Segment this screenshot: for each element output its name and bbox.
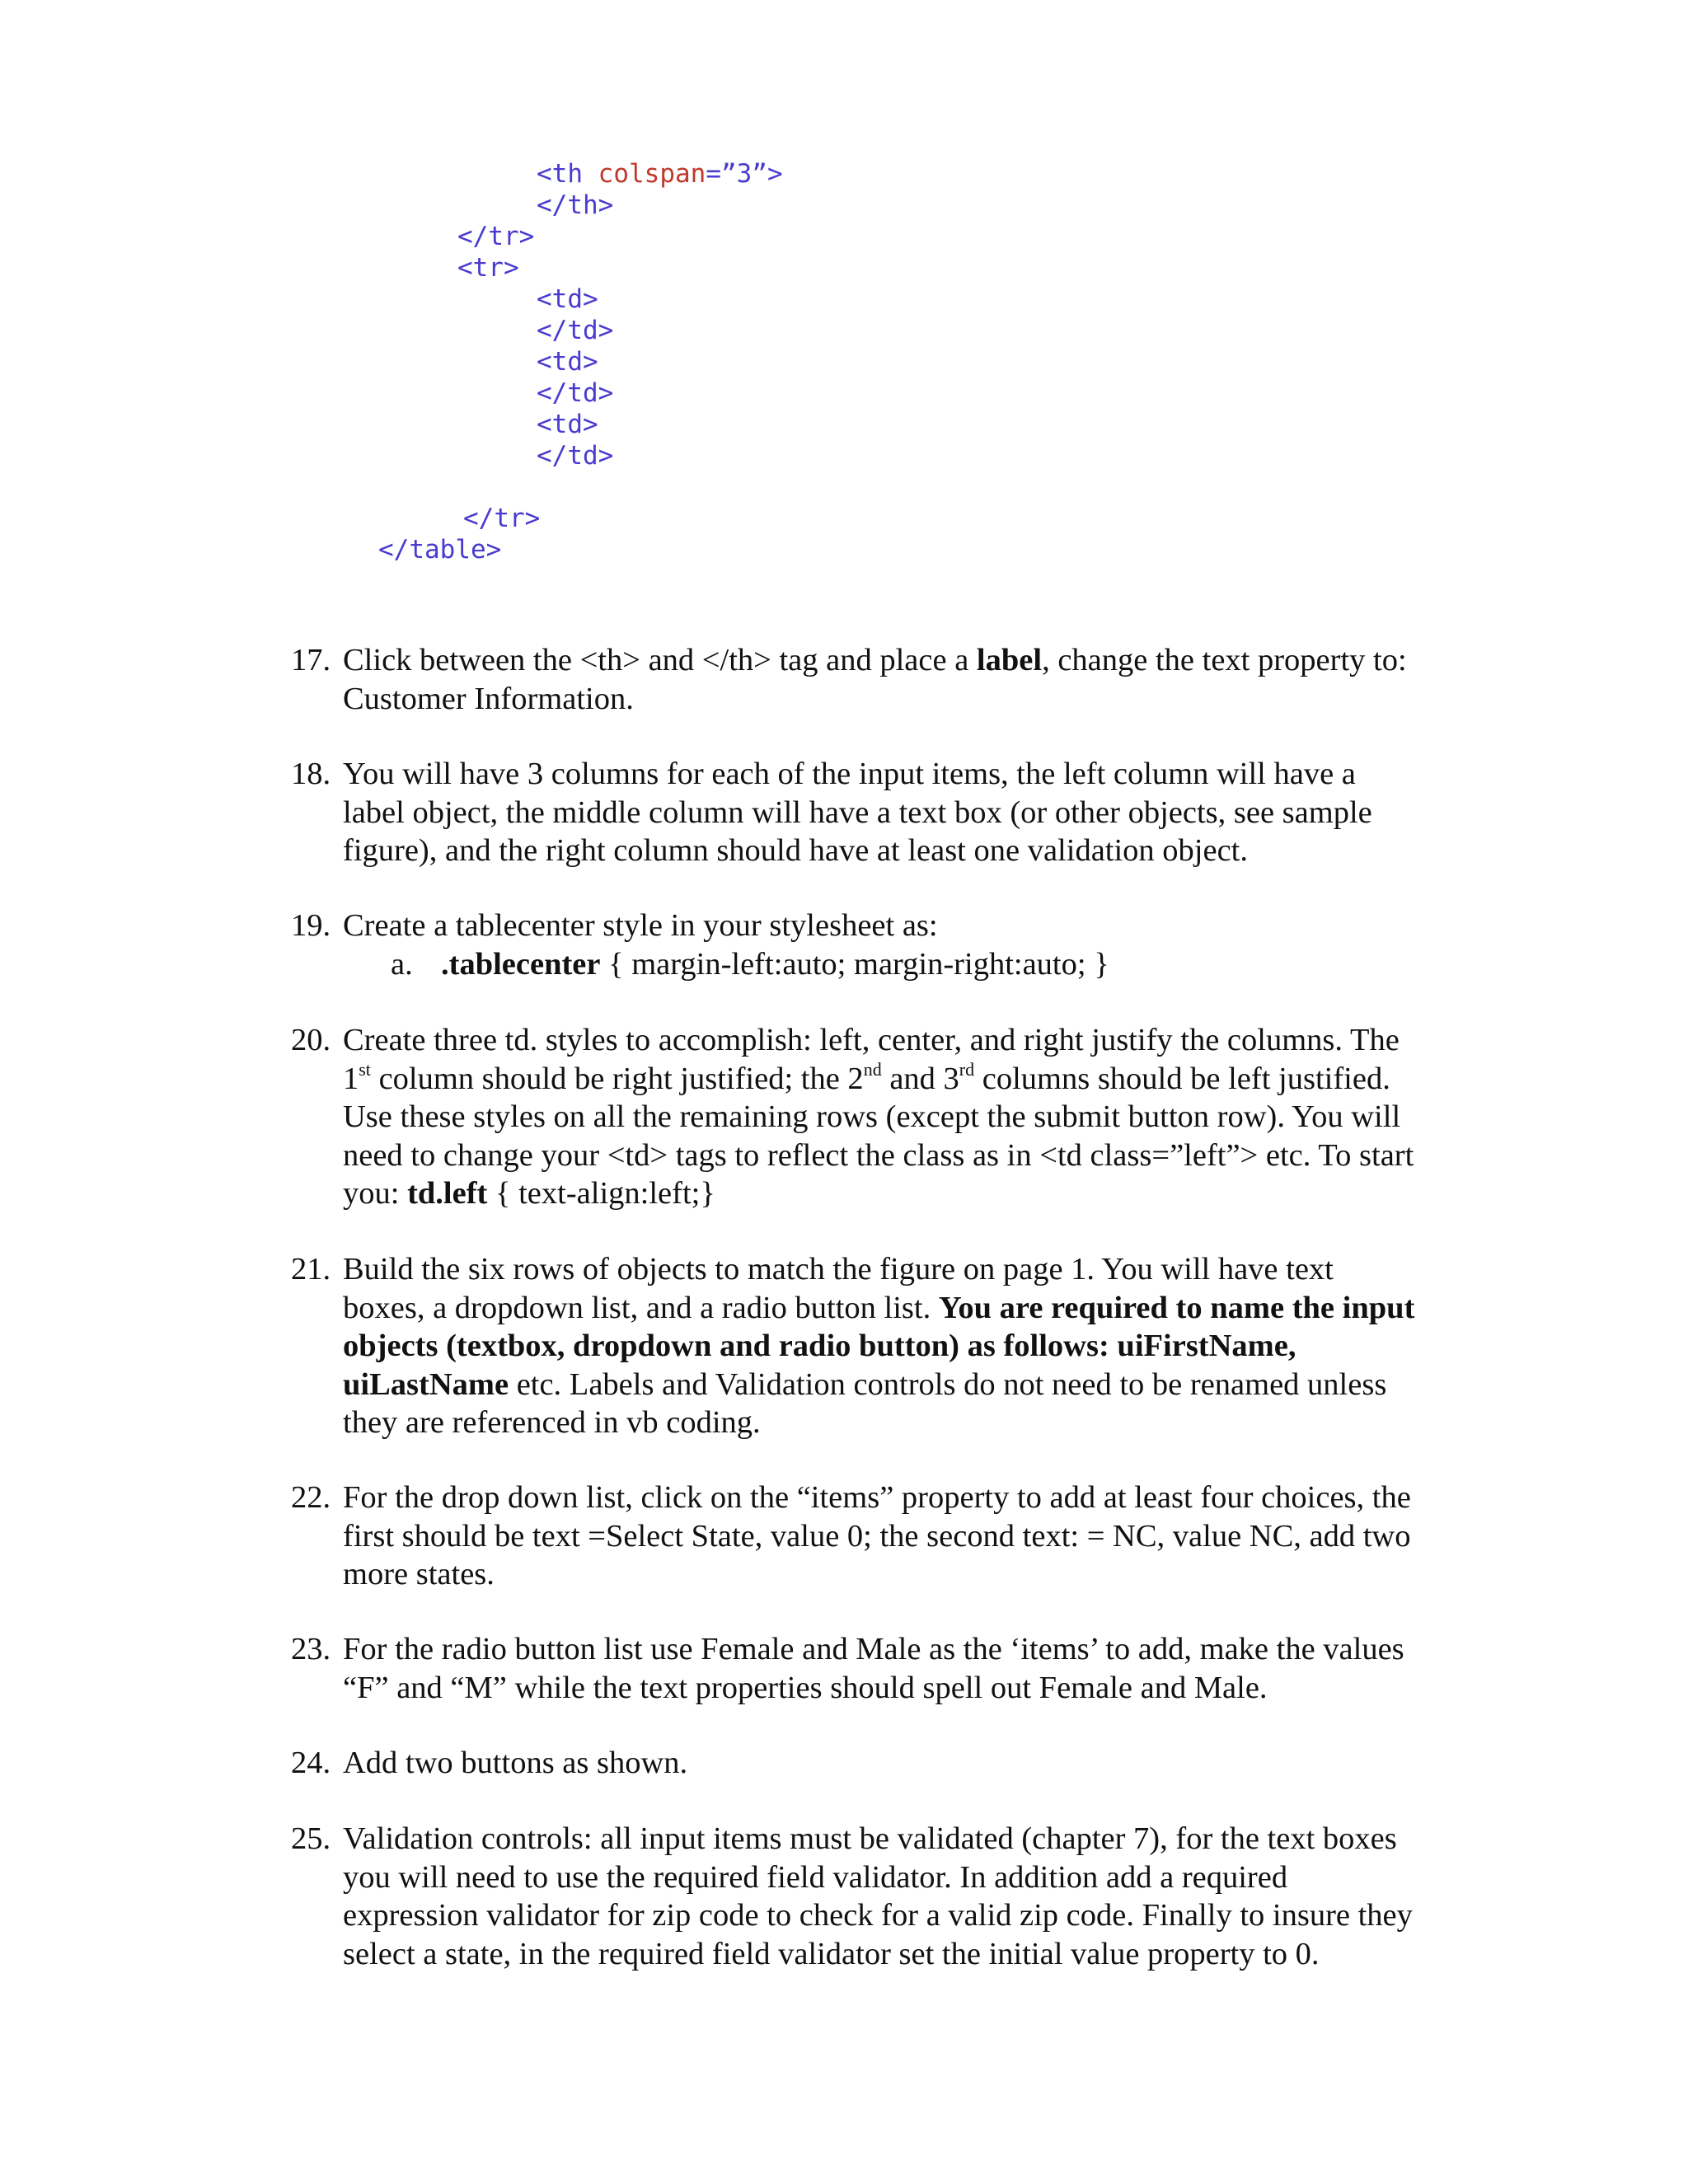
code-colspan-value: =”3”> [706,159,783,189]
list-item-19 [291,907,1470,983]
sub-item-letter: a. [391,946,413,982]
item-number: 20. [291,1023,331,1057]
item-number: 18. [291,757,331,791]
item-line: select a state, in the required field validator set the initial value property to 0. [343,1936,1320,1971]
item-line: For the drop down list, click on the “items” property to add at least four choices, the [343,1480,1411,1515]
code-colspan-attr: colspan [583,159,706,189]
item-number: 23. [291,1632,331,1666]
tablecenter-selector: .tablecenter [441,946,601,982]
item-number: 25. [291,1821,331,1856]
list-item-24 [291,1744,1470,1783]
list-item-17 [291,641,1470,718]
item-line: Create three td. styles to accomplish: left, center, and right justify the columns. The [343,1023,1400,1057]
item-line: Create a tablecenter style in your stylesheet as: [343,908,938,943]
list-item-22 [291,1479,1470,1594]
code-line-td-close-2: </td> [537,378,614,408]
item-line: label object, the middle column will have a text box (or other objects, see sample [343,794,1372,830]
item-line: For the radio button list use Female and Male as the ‘items’ to add, make the values [343,1632,1404,1666]
item-line: objects (textbox, dropdown and radio button) as follows: uiFirstName, [343,1329,1296,1363]
list-item-18 [291,755,1470,870]
item-line: Add two buttons as shown. [343,1746,688,1780]
item-line: you: td.left { text-align:left;} [343,1176,715,1211]
item-line: they are referenced in vb coding. [343,1405,761,1440]
item-line: Click between the <th> and </th> tag and place a label, change the text property to: [343,643,1407,677]
list-item-21 [291,1250,1470,1442]
code-line-td-open-1: <td> [537,284,598,314]
code-line-tr-close: </tr> [457,222,535,251]
list-item-20 [291,1021,1470,1213]
bold-label: label [976,643,1043,677]
code-line-th-open [537,158,783,190]
item-line: figure), and the right column should have at least one validation object. [343,833,1249,868]
code-th-tag: <th [537,159,583,189]
item-line: 1st column should be right justified; the 2nd and 3rd columns should be left justified. [343,1058,1390,1096]
code-line-td-close-1: </td> [537,316,614,345]
item-number: 19. [291,908,331,943]
item-number: 24. [291,1746,331,1780]
item-line: first should be text =Select State, value 0; the second text: = NC, value NC, add two [343,1518,1411,1554]
code-line-td-open-2: <td> [537,347,598,377]
item-line: boxes, a dropdown list, and a radio button list. You are required to name the input [343,1290,1415,1325]
code-line-tr-close-2: </tr> [463,504,541,533]
list-item-23 [291,1630,1470,1707]
item-line: Customer Information. [343,681,634,716]
item-line: Use these styles on all the remaining rows (except the submit button row). You will [343,1099,1401,1134]
sub-item-a: a. .tablecenter { margin-left:auto; margin-right:auto; } [391,945,1470,984]
list-item-25 [291,1820,1470,1973]
code-line-td-open-3: <td> [537,410,598,439]
item-line: “F” and “M” while the text properties should spell out Female and Male. [343,1670,1268,1705]
code-line-th-close: </th> [537,190,614,220]
item-number: 17. [291,643,331,677]
item-line: expression validator for zip code to check for a valid zip code. Finally to insure they [343,1898,1413,1933]
item-number: 21. [291,1252,331,1286]
item-line: you will need to use the required field validator. In addition add a required [343,1859,1288,1895]
item-line: Validation controls: all input items must be validated (chapter 7), for the text boxes [343,1821,1397,1856]
item-line: You will have 3 columns for each of the input items, the left column will have a [343,757,1356,791]
item-line: need to change your <td> tags to reflect the class as in <td class=”left”> etc. To start [343,1137,1414,1173]
item-line: Build the six rows of objects to match the figure on page 1. You will have text [343,1252,1334,1286]
item-number: 22. [291,1480,331,1515]
item-line: more states. [343,1557,495,1591]
code-line-tr-open: <tr> [457,253,519,283]
code-line-td-close-3: </td> [537,441,614,471]
td-left-selector: td.left [407,1176,488,1211]
item-line: uiLastName etc. Labels and Validation controls do not need to be renamed unless [343,1366,1387,1402]
code-line-table-close: </table> [378,535,502,565]
